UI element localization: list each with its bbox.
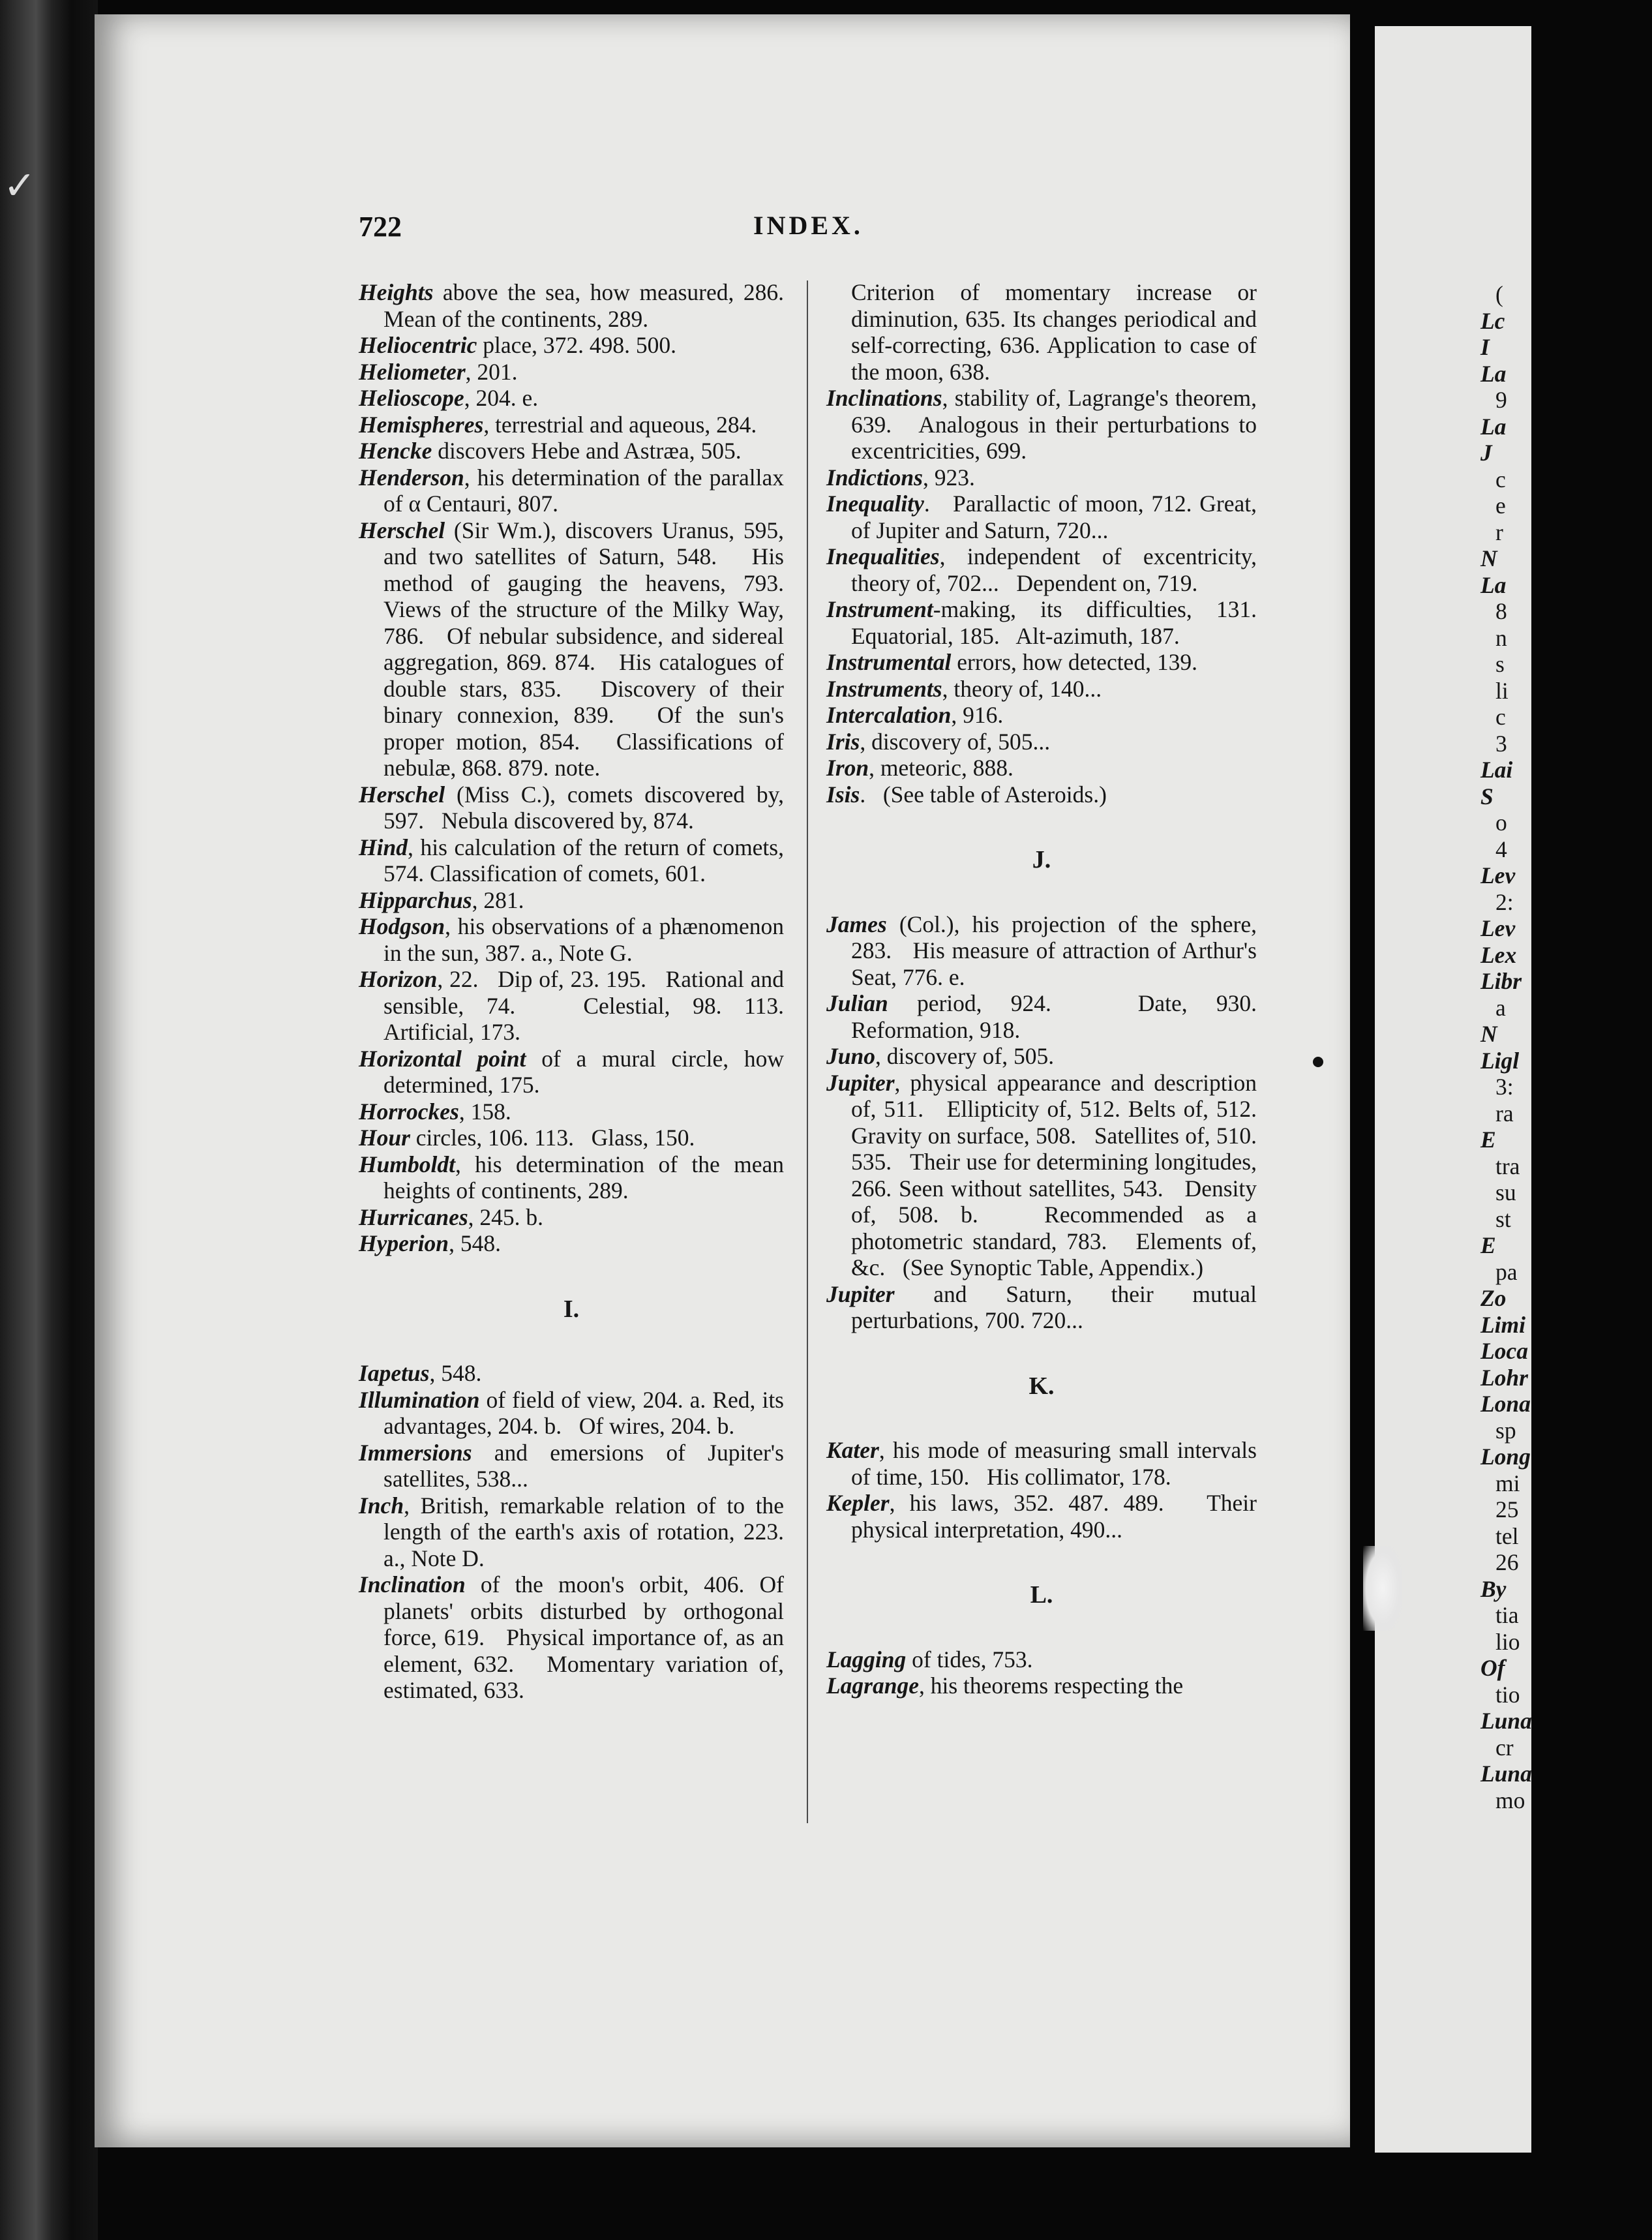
entry-keyword: Jupiter — [826, 1280, 895, 1307]
entry-text: , his observations of a phænomenon in the sun, 387. a., Note G. — [383, 913, 790, 966]
adjacent-fragment: 2: — [1495, 888, 1514, 915]
index-entry — [826, 1646, 1257, 1673]
entry-text: of a mural circle, how determined, 175. — [383, 1045, 790, 1098]
entry-text: of tides, 753. — [906, 1646, 1033, 1672]
continuation-text: Criterion of momentary increase or diminution, 635. Its changes periodical and self-correcting, 636. Application to case of the moon, 638. — [851, 279, 1257, 385]
adjacent-fragment: n — [1495, 624, 1507, 651]
section-letter-k: K. — [1029, 1372, 1055, 1400]
entry-keyword: Hurricanes — [359, 1203, 468, 1230]
entry-text: discovers Hebe and Astræa, 505. — [432, 438, 742, 464]
entry-keyword: Horrockes — [359, 1098, 459, 1125]
index-entry — [826, 385, 1263, 464]
entry-keyword: Kater — [826, 1437, 879, 1463]
index-entry — [359, 1151, 790, 1204]
entry-keyword: Lagrange — [826, 1672, 919, 1699]
adjacent-fragment: Lev — [1480, 915, 1516, 941]
adjacent-fragment: Of — [1480, 1655, 1505, 1681]
adjacent-fragment: Luna — [1480, 1708, 1532, 1734]
entry-text: , 923. — [922, 464, 975, 491]
entry-text: , his theorems respecting the — [919, 1672, 1184, 1699]
index-entry — [826, 781, 1257, 808]
adjacent-fragment: tra — [1495, 1153, 1520, 1179]
adjacent-fragment: N — [1480, 1021, 1497, 1047]
entry-keyword: Inequality — [826, 491, 924, 517]
entry-list-i — [359, 1360, 790, 1704]
adjacent-fragment: 4 — [1495, 836, 1507, 862]
index-entry — [359, 1360, 784, 1387]
entry-keyword: Immersions — [359, 1439, 472, 1466]
entry-keyword: Illumination — [359, 1386, 480, 1413]
adjacent-fragment: tel — [1495, 1522, 1519, 1549]
index-entry — [359, 1492, 790, 1572]
index-entry — [826, 543, 1263, 596]
index-entry — [359, 279, 802, 332]
adjacent-fragment: La — [1480, 360, 1507, 387]
section-letter-l: L. — [1030, 1581, 1053, 1609]
entry-text: -making, its difficulties, 131. Equatorial, 185. Alt-azimuth, 187. — [851, 596, 1274, 649]
entry-keyword: Hour — [359, 1125, 410, 1151]
entry-keyword: Instrumental — [826, 649, 952, 675]
adjacent-fragment: 8 — [1495, 598, 1507, 624]
entry-list-h — [359, 279, 802, 1257]
index-entry — [826, 491, 1263, 543]
adjacent-fragment: c — [1495, 704, 1506, 730]
entry-keyword: Jupiter — [826, 1069, 895, 1096]
entry-keyword: Juno — [826, 1043, 875, 1069]
adjacent-fragment: st — [1495, 1205, 1511, 1232]
index-entry — [359, 1571, 790, 1704]
entry-keyword: Julian — [826, 990, 888, 1016]
entry-keyword: Isis — [826, 781, 860, 808]
index-entry — [359, 1204, 784, 1231]
entry-keyword: Iapetus — [359, 1360, 430, 1386]
adjacent-fragment: Zo — [1480, 1285, 1507, 1311]
entry-text: place, 372. 498. 500. — [477, 332, 677, 358]
index-entry — [359, 913, 790, 966]
adjacent-fragment: mi — [1495, 1470, 1520, 1496]
index-entry — [826, 1069, 1274, 1281]
adjacent-fragment: cr — [1495, 1734, 1514, 1761]
adjacent-fragment: ( — [1495, 281, 1503, 307]
index-entry — [359, 412, 784, 438]
entry-list-k — [826, 1437, 1263, 1543]
entry-keyword: Heliometer — [359, 358, 466, 385]
adjacent-fragment: Lev — [1480, 862, 1516, 888]
entry-text: , physical appearance and description of, 511. Ellipticity of, 512. Belts of, 512. Gravity on surface, 508. Satellites of, 510. 535. Their use for determining longitudes, 266. Seen without satellites, 543. Density of, 508. b. Recommended as a photometric standard, 783. Elements of, &c. (See Synoptic Table, Appendix.) — [851, 1069, 1274, 1280]
adjacent-fragment: li — [1495, 677, 1509, 704]
column-rule — [807, 280, 808, 1823]
index-entry — [359, 966, 802, 1046]
index-entry — [826, 464, 1257, 491]
entry-keyword: Horizon — [359, 966, 438, 992]
adjacent-fragment: tio — [1495, 1681, 1520, 1708]
entry-keyword: Inch — [359, 1492, 404, 1519]
book-spine — [0, 0, 98, 2240]
entry-text: , his mode of measuring small intervals of time, 150. His collimator, 178. — [851, 1437, 1263, 1490]
entry-keyword: Instrument — [826, 596, 933, 622]
page-number: 722 — [359, 211, 402, 243]
index-entry — [359, 438, 784, 464]
adjacent-fragment: c — [1495, 466, 1506, 492]
adjacent-fragment: pa — [1495, 1258, 1518, 1285]
entry-keyword: Heights — [359, 279, 434, 305]
adjacent-fragment: E — [1480, 1127, 1496, 1153]
adjacent-fragment: tia — [1495, 1602, 1519, 1628]
entry-text: , 22. Dip of, 23. 195. Rational and sensible, 74. Celestial, 98. 113. Artificial, 173. — [383, 966, 802, 1045]
index-entry — [826, 1672, 1257, 1699]
index-entry — [359, 887, 784, 914]
entry-text: , stability of, Lagrange's theorem, 639. Analogous in their perturbations to excentricities, 699. — [851, 385, 1263, 464]
entry-keyword: Henderson — [359, 464, 464, 491]
entry-keyword: Iris — [826, 728, 860, 755]
adjacent-fragment: Libr — [1480, 968, 1522, 994]
adjacent-fragment: E — [1480, 1232, 1496, 1258]
entry-text: (Sir Wm.), discovers Uranus, 595, and two satellites of Saturn, 548. His method of gauging the heavens, 793. Views of the structure of the Milky Way, 786. Of nebular subsidence, and sidereal aggregation, 869. 874. His catalogues of double stars, 835. Discovery of their binary connexion, 839. Of the sun's proper motion, 854. Classifications of nebulæ, 868. 879. note. — [383, 517, 802, 781]
adjacent-fragment: I — [1480, 334, 1490, 360]
entry-text: , 916. — [951, 702, 1004, 728]
entry-list-l — [826, 1646, 1257, 1699]
entry-keyword: Hemispheres — [359, 411, 484, 438]
index-entry — [826, 676, 1257, 703]
entry-text: and emersions of Jupiter's satellites, 538... — [383, 1439, 790, 1492]
entry-keyword: Hipparchus — [359, 886, 472, 913]
index-entry — [359, 781, 790, 834]
index-entry — [359, 1045, 790, 1098]
entry-text: . Parallactic of moon, 712. Great, of Jupiter and Saturn, 720... — [851, 491, 1263, 543]
section-letter-j: J. — [1032, 846, 1051, 873]
index-entry — [359, 1125, 784, 1151]
entry-keyword: Hodgson — [359, 913, 445, 939]
adjacent-fragment: La — [1480, 413, 1507, 440]
entry-keyword: Lagging — [826, 1646, 907, 1672]
entry-list-j — [826, 911, 1274, 1334]
adjacent-fragment: sp — [1495, 1417, 1516, 1444]
entry-text: , terrestrial and aqueous, 284. — [483, 411, 757, 438]
index-entry — [359, 517, 802, 781]
entry-text: , discovery of, 505. — [875, 1043, 1055, 1069]
index-entry — [359, 332, 784, 359]
index-column-left — [359, 279, 802, 1704]
entry-keyword: Intercalation — [826, 702, 952, 728]
entry-text: , 548. — [449, 1230, 501, 1256]
entry-keyword: Herschel — [359, 517, 445, 543]
index-entry — [826, 1437, 1263, 1490]
entry-keyword: Inclinations — [826, 385, 942, 411]
entry-keyword: James — [826, 911, 887, 937]
index-entry — [826, 1043, 1257, 1070]
entry-text: , his determination of the mean heights of continents, 289. — [383, 1151, 790, 1203]
index-entry — [826, 596, 1274, 649]
adjacent-fragment: S — [1480, 783, 1494, 810]
entry-keyword: Iron — [826, 755, 869, 781]
adjacent-fragment: Limi — [1480, 1311, 1526, 1338]
adjacent-fragment: Ligl — [1480, 1047, 1520, 1074]
adjacent-fragment: 25 — [1495, 1496, 1519, 1522]
entry-text: , 158. — [458, 1098, 511, 1125]
index-entry — [826, 1490, 1263, 1543]
index-entry — [826, 1280, 1263, 1334]
entry-text: , British, remarkable relation of to the length of the earth's axis of rotation, 223. a., Note D. — [383, 1492, 790, 1571]
entry-keyword: Hencke — [359, 438, 432, 464]
adjacent-fragment: La — [1480, 571, 1507, 598]
entry-keyword: Horizontal point — [359, 1045, 526, 1072]
entry-text: errors, how detected, 139. — [951, 649, 1197, 675]
adjacent-fragment: a — [1495, 994, 1506, 1021]
index-entry — [826, 649, 1257, 676]
adjacent-fragment: 26 — [1495, 1549, 1519, 1575]
adjacent-fragment: J — [1480, 440, 1492, 466]
entry-keyword: Hyperion — [359, 1230, 449, 1256]
entry-text: , 201. — [465, 358, 518, 385]
entry-keyword: Helioscope — [359, 385, 464, 411]
adjacent-fragment: Lex — [1480, 941, 1517, 968]
running-head: INDEX. — [753, 211, 864, 240]
entry-text: circles, 106. 113. Glass, 150. — [410, 1125, 695, 1151]
entry-text: , 245. b. — [468, 1203, 544, 1230]
adjacent-fragment: Lai — [1480, 757, 1513, 783]
index-entry — [359, 464, 790, 517]
adjacent-fragment: mo — [1495, 1787, 1525, 1813]
entry-text: , independent of excentricity, theory of, 702... Dependent on, 719. — [851, 543, 1263, 596]
entry-keyword: Indictions — [826, 464, 923, 491]
adjacent-fragment: r — [1495, 519, 1503, 545]
entry-text: . (See table of Asteroids.) — [860, 781, 1107, 808]
entry-text: of the moon's orbit, 406. Of planets' orbits disturbed by orthogonal force, 619. Physical importance of, as an element, 632. Momentary variation of, estimated, 633. — [383, 1571, 790, 1703]
entry-text: (Col.), his projection of the sphere, 283. His measure of attraction of Arthur's Seat, 776. e. — [851, 911, 1263, 990]
index-entry — [826, 729, 1257, 755]
entry-text: , discovery of, 505... — [860, 728, 1051, 755]
bullet-mark — [1313, 1057, 1323, 1067]
adjacent-fragment: lio — [1495, 1628, 1520, 1655]
entry-text: above the sea, how measured, 286. Mean of the continents, 289. — [383, 279, 802, 332]
adjacent-fragment: s — [1495, 651, 1505, 677]
entry-text: , theory of, 140... — [942, 675, 1102, 702]
entry-keyword: Instruments — [826, 675, 942, 702]
index-entry — [359, 385, 784, 412]
adjacent-fragment: N — [1480, 545, 1497, 571]
entry-keyword: Hind — [359, 834, 408, 860]
entry-keyword: Kepler — [826, 1490, 890, 1516]
index-column-right — [826, 279, 1274, 1699]
adjacent-fragment: Lohr — [1480, 1364, 1528, 1391]
entry-text: , 204. e. — [464, 385, 539, 411]
adjacent-fragment: Loca — [1480, 1338, 1528, 1364]
adjacent-fragment: 3 — [1495, 730, 1507, 757]
entry-keyword: Inequalities — [826, 543, 940, 569]
index-entry — [359, 359, 784, 386]
adjacent-fragment: e — [1495, 492, 1506, 519]
adjacent-fragment: Long — [1480, 1444, 1531, 1470]
index-entry — [826, 911, 1263, 991]
entry-text: , 281. — [472, 886, 524, 913]
margin-mark: ✓ — [3, 163, 37, 209]
adjacent-fragment: su — [1495, 1179, 1516, 1205]
entry-text: , his calculation of the return of comets, 574. Classification of comets, 601. — [383, 834, 790, 886]
adjacent-fragment: Lona — [1480, 1391, 1531, 1417]
adjacent-fragment: 3: — [1495, 1074, 1514, 1100]
entry-keyword: Herschel — [359, 781, 445, 808]
adjacent-fragment: Luna — [1480, 1761, 1532, 1787]
entry-text: period, 924. Date, 930. Reformation, 918. — [851, 990, 1274, 1043]
entry-keyword: Inclination — [359, 1571, 466, 1597]
adjacent-fragment: By — [1480, 1575, 1507, 1602]
adjacent-fragment: 9 — [1495, 387, 1507, 413]
entry-text: and Saturn, their mutual perturbations, 700. 720... — [851, 1280, 1263, 1333]
entry-text: , 548. — [429, 1360, 482, 1386]
index-entry — [359, 1098, 784, 1125]
index-entry — [359, 1386, 790, 1440]
index-entry — [359, 834, 790, 887]
entry-text: , his laws, 352. 487. 489. Their physical interpretation, 490... — [851, 1490, 1263, 1543]
section-letter-i: I. — [563, 1295, 580, 1323]
index-entry — [826, 990, 1274, 1043]
entry-keyword: Humboldt — [359, 1151, 455, 1177]
entry-text: , meteoric, 888. — [869, 755, 1014, 781]
entry-list-i-cont — [826, 385, 1274, 808]
adjacent-fragment: Lc — [1480, 307, 1505, 334]
adjacent-fragment: o — [1495, 810, 1507, 836]
index-entry — [359, 1439, 790, 1492]
entry-text: (Miss C.), comets discovered by, 597. Nebula discovered by, 874. — [383, 781, 790, 834]
index-entry — [359, 1230, 784, 1257]
adjacent-fragment: ra — [1495, 1100, 1514, 1127]
index-entry — [826, 755, 1257, 781]
entry-text: of field of view, 204. a. Red, its advantages, 204. b. Of wires, 204. b. — [383, 1386, 790, 1439]
entry-text: , his determination of the parallax of α Centauri, 807. — [383, 464, 790, 517]
entry-keyword: Heliocentric — [359, 332, 477, 358]
index-entry — [826, 702, 1257, 729]
